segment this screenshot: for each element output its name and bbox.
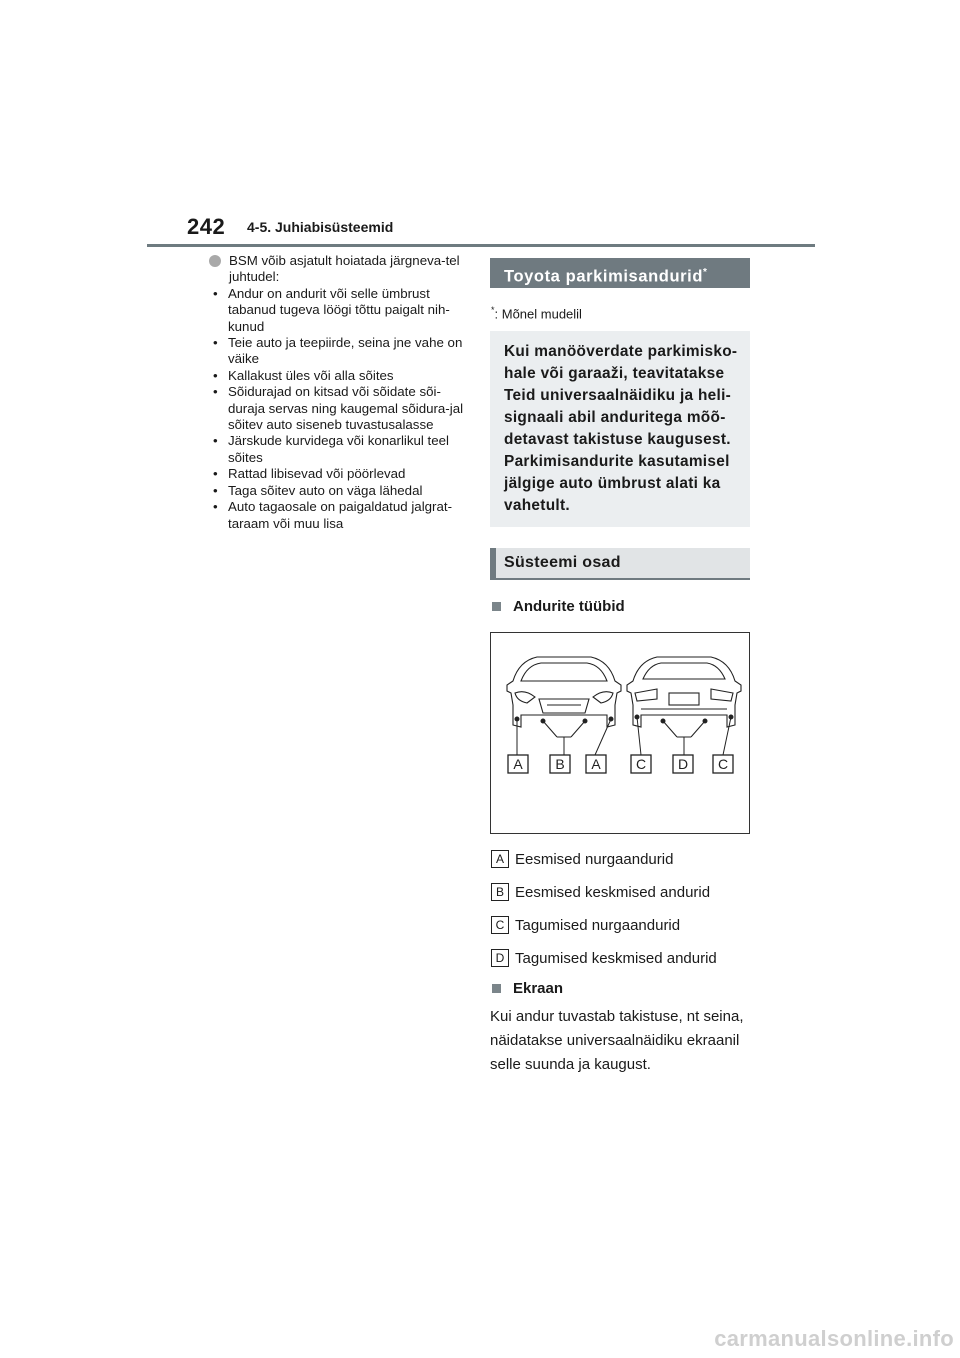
figure-label: B — [555, 756, 565, 773]
legend-text: Tagumised nurgaandurid — [515, 916, 681, 934]
figure-label: A — [513, 756, 523, 773]
asterisk-mark: * — [703, 267, 708, 278]
legend-text: Tagumised keskmised andurid — [515, 949, 717, 967]
heading-text: Toyota parkimisandurid — [504, 267, 704, 286]
square-bullet-icon — [492, 602, 501, 611]
legend-key: D — [491, 949, 509, 967]
figure-label: D — [677, 756, 689, 773]
figure-label: A — [591, 756, 601, 773]
footnote — [490, 305, 750, 321]
list-item: • Järskude kurvidega või konarlikul teel sõites — [209, 433, 467, 466]
subheading-sensor-types — [490, 598, 750, 615]
legend-key: C — [491, 916, 509, 934]
subheading-display — [490, 980, 750, 997]
legend-item — [490, 848, 750, 870]
square-bullet-icon — [492, 984, 501, 993]
legend-item — [490, 881, 750, 903]
footnote-text: : Mõnel mudelil — [494, 306, 582, 322]
legend-text: Eesmised keskmised andurid — [515, 883, 711, 901]
bullet-list — [209, 286, 467, 532]
heading-parking-sensors — [490, 258, 750, 288]
list-item: • Taga sõitev auto on väga lähedal — [209, 483, 467, 499]
list-item: • Sõidurajad on kitsad või sõidate sõi-duraja servas ning kaugemal sõidura-jal sõitev auto siseneb tuvastusalasse — [209, 384, 467, 433]
watermark: carmanualsonline.info — [714, 1326, 954, 1351]
intro-box: Kui manööverdate parkimisko-hale või garaaži, teavitatakse Teid universaalnäidiku ja heli-signaali abil anduritega mõõ-detavast takistuse kaugusest. Parkimisandurite kasutamisel jälgige auto ümbrust alati ka vahetult. — [490, 331, 750, 527]
list-item: • Teie auto ja teepiirde, seina jne vahe on väike — [209, 335, 467, 368]
display-description: Kui andur tuvastab takistuse, nt seina, näidatakse universaalnäidiku ekraanil selle suunda ja kaugust. — [490, 1008, 744, 1074]
car-sensors-illustration — [491, 633, 749, 833]
header-rule — [147, 244, 815, 247]
legend-item — [490, 947, 750, 969]
bullet-dot-icon — [209, 255, 221, 267]
list-item: • Rattad libisevad või pöörlevad — [209, 466, 467, 482]
list-item: • Andur on andurit või selle ümbrust tabanud tugeva löögi tõttu paigalt nih-kunud — [209, 286, 467, 335]
lead-paragraph — [209, 253, 467, 286]
rear-car-icon — [627, 657, 741, 727]
left-column — [209, 253, 467, 532]
legend-list — [490, 848, 750, 969]
lead-text: BSM võib asjatult hoiatada järgneva-tel juhtudel: — [229, 253, 460, 285]
section-title: 4-5. Juhiabisüsteemid — [247, 219, 394, 235]
list-item: • Kallakust üles või alla sõites — [209, 368, 467, 384]
figure-label: C — [717, 756, 729, 773]
legend-key: B — [491, 883, 509, 901]
footnote-asterisk: * — [491, 305, 495, 315]
figure-label: C — [635, 756, 647, 773]
sensor-diagram — [490, 632, 750, 834]
legend-item — [490, 914, 750, 936]
subheading-text: Andurite tüübid — [513, 598, 625, 616]
subheading-text: Ekraan — [513, 980, 564, 998]
legend-text: Eesmised nurgaandurid — [515, 850, 674, 868]
front-car-icon — [507, 657, 621, 727]
heading-system-components: Süsteemi osad — [490, 548, 750, 580]
page-number: 242 — [187, 214, 226, 239]
legend-key: A — [491, 850, 509, 868]
right-column — [490, 258, 750, 1077]
list-item: • Auto tagaosale on paigaldatud jalgrat-taraam või muu lisa — [209, 499, 467, 532]
